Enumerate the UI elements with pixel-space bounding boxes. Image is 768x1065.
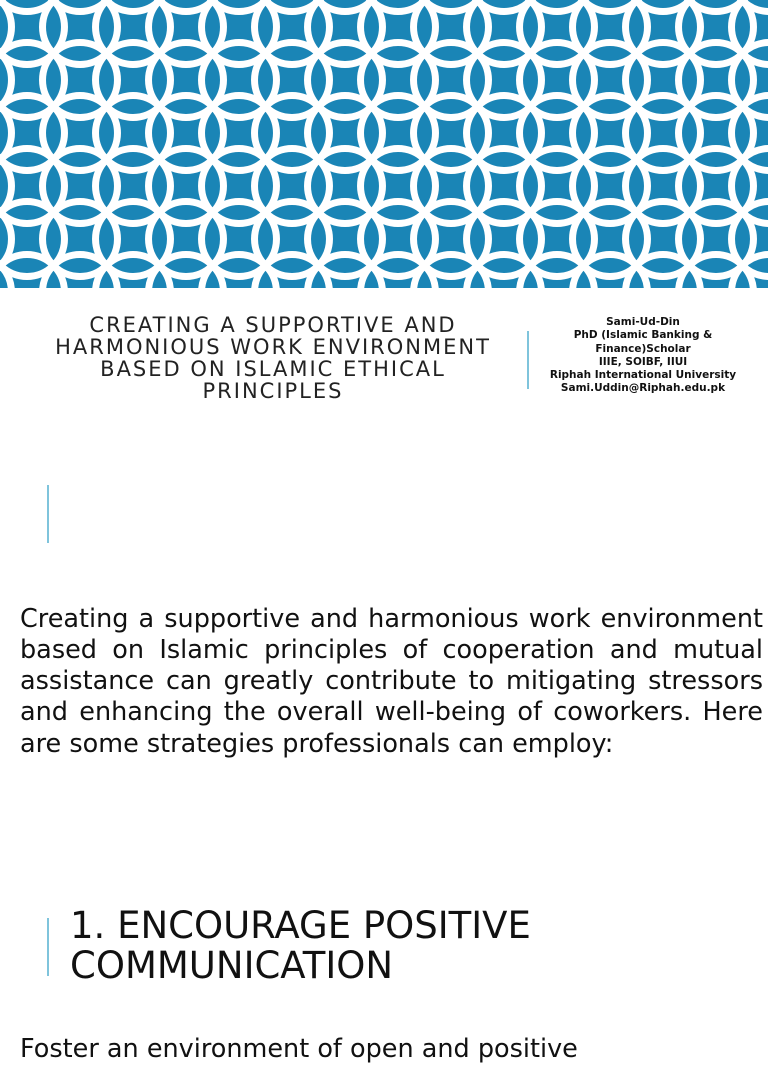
title-line: CREATING A SUPPORTIVE AND bbox=[89, 313, 457, 337]
title-line: PRINCIPLES bbox=[202, 379, 344, 403]
title-divider bbox=[527, 331, 529, 389]
interlocking-circles-pattern bbox=[0, 0, 768, 288]
slide-accent-bar bbox=[47, 918, 49, 976]
author-degree: Finance)Scholar bbox=[595, 342, 691, 355]
author-department: IIIE, SOIBF, IIUI bbox=[598, 355, 688, 368]
section-heading: 1. ENCOURAGE POSITIVE COMMUNICATION bbox=[70, 904, 531, 987]
author-university: Riphah International University bbox=[549, 369, 737, 382]
section-body: Foster an environment of open and positive bbox=[20, 1033, 578, 1064]
author-info bbox=[544, 316, 742, 396]
slide-accent-bar bbox=[47, 485, 49, 543]
author-degree: PhD (Islamic Banking & bbox=[573, 329, 713, 342]
intro-paragraph: Creating a supportive and harmonious work environment based on Islamic principles of cooperation and mutual assistance can greatly contribute to mitigating stressors and enhancing the overall well-being of coworkers. Here are some strategies professionals can employ: bbox=[20, 603, 763, 759]
author-email: Sami.Uddin@Riphah.edu.pk bbox=[560, 382, 726, 395]
title-line: HARMONIOUS WORK ENVIRONMENT bbox=[55, 335, 491, 359]
title-line: BASED ON ISLAMIC ETHICAL bbox=[100, 357, 446, 381]
author-name: Sami-Ud-Din bbox=[606, 316, 680, 328]
presentation-title bbox=[30, 314, 516, 402]
pattern-banner bbox=[0, 0, 768, 288]
